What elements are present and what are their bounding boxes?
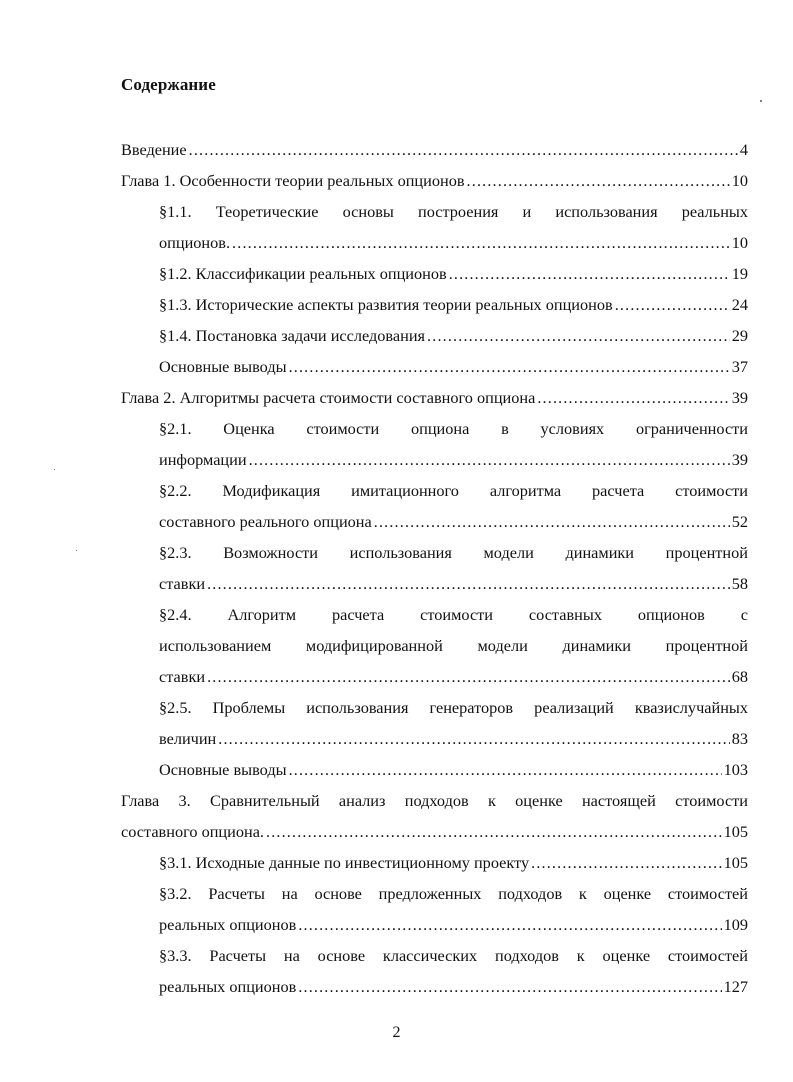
toc-entry-text: Введение bbox=[121, 140, 187, 159]
toc-entry-line1: §3.2. Расчеты на основе предложенных подходов к оценке стоимостей bbox=[159, 884, 748, 903]
leader-dots bbox=[374, 507, 730, 538]
leader-dots bbox=[427, 321, 730, 352]
leader-dots bbox=[449, 259, 730, 290]
page-number: 2 bbox=[392, 1024, 401, 1041]
leader-dots bbox=[615, 290, 730, 321]
toc-entry-text: величин bbox=[159, 729, 217, 748]
toc-entry-page: 29 bbox=[731, 326, 748, 345]
toc-entry-page: 37 bbox=[731, 357, 748, 376]
toc-entry bbox=[159, 227, 748, 258]
toc-entry bbox=[159, 320, 748, 351]
toc-entry-page: 19 bbox=[731, 264, 748, 283]
toc-entry-page: 109 bbox=[723, 915, 748, 934]
leader-dots bbox=[289, 755, 722, 786]
toc-entry bbox=[121, 134, 748, 165]
leader-dots bbox=[266, 817, 722, 848]
leader-dots bbox=[298, 910, 721, 941]
scan-speck bbox=[76, 550, 77, 551]
toc-entry-page: 39 bbox=[731, 450, 748, 469]
toc-entry-line1: §3.3. Расчеты на основе классических подходов к оценке стоимостей bbox=[159, 946, 748, 965]
toc-entry-page: 127 bbox=[723, 977, 748, 996]
leader-dots bbox=[531, 848, 721, 879]
scan-speck bbox=[54, 469, 55, 470]
toc-entry-page: 103 bbox=[723, 760, 748, 779]
toc-entry-text: реальных опционов bbox=[159, 977, 297, 996]
toc-entry bbox=[121, 816, 748, 847]
toc-entry-text: §1.4. Постановка задачи исследования bbox=[159, 326, 426, 345]
toc-entry-text: опционов. bbox=[159, 233, 231, 252]
toc-entry bbox=[159, 723, 748, 754]
toc-entry-line1: Глава 3. Сравнительный анализ подходов к оценке настоящей стоимости bbox=[121, 791, 748, 810]
toc-entry-page: 24 bbox=[731, 295, 748, 314]
leader-dots bbox=[467, 166, 730, 197]
leader-dots bbox=[218, 724, 729, 755]
toc-entry bbox=[159, 909, 748, 940]
leader-dots bbox=[249, 445, 730, 476]
toc-entry-text: составного опциона. bbox=[121, 822, 264, 841]
toc-entry-text: Глава 1. Особенности теории реальных опционов bbox=[121, 171, 465, 190]
leader-dots bbox=[207, 569, 730, 600]
toc-entry-line1: §1.1. Теоретические основы построения и использования реальных bbox=[159, 202, 748, 221]
toc-entry bbox=[159, 258, 748, 289]
toc-entry-text: §3.1. Исходные данные по инвестиционному проекту bbox=[159, 853, 530, 872]
leader-dots bbox=[537, 383, 729, 414]
leader-dots bbox=[289, 352, 730, 383]
toc-entry-text: Глава 2. Алгоритмы расчета стоимости составного опциона bbox=[121, 388, 536, 407]
leader-dots bbox=[207, 662, 730, 693]
leader-dots bbox=[189, 135, 738, 166]
toc-entry bbox=[159, 568, 748, 599]
toc-entry-text: §1.3. Исторические аспекты развития теории реальных опционов bbox=[159, 295, 613, 314]
toc-entry-page: 105 bbox=[723, 853, 748, 872]
leader-dots bbox=[232, 228, 730, 259]
toc-entry bbox=[159, 351, 748, 382]
toc-entry bbox=[121, 165, 748, 196]
page-title: Содержание bbox=[121, 75, 216, 94]
toc-entry-page: 10 bbox=[731, 171, 748, 190]
toc-entry-text: Основные выводы bbox=[159, 760, 287, 779]
toc-entry-line1: §2.4. Алгоритм расчета стоимости составных опционов с bbox=[159, 605, 748, 624]
toc-entry bbox=[159, 754, 748, 785]
toc-entry-page: 10 bbox=[731, 233, 748, 252]
toc-entry-page: 68 bbox=[731, 667, 748, 686]
toc-entry-page: 39 bbox=[731, 388, 748, 407]
toc-entry-text: реальных опционов bbox=[159, 915, 297, 934]
toc-entry bbox=[159, 444, 748, 475]
toc-entry-text: ставки bbox=[159, 574, 206, 593]
toc-entry bbox=[159, 847, 748, 878]
toc-entry-text: §1.2. Классификации реальных опционов bbox=[159, 264, 447, 283]
toc-entry-page: 58 bbox=[731, 574, 748, 593]
toc-entry-line1: §2.1. Оценка стоимости опциона в условиях ограниченности bbox=[159, 419, 748, 438]
toc-entry-text: информации bbox=[159, 450, 247, 469]
toc-entry-page: 52 bbox=[731, 512, 748, 531]
toc-entry bbox=[159, 289, 748, 320]
toc-entry-line1: §2.2. Модификация имитационного алгоритма расчета стоимости bbox=[159, 481, 748, 500]
toc-entry-line2: использованием модифицированной модели динамики процентной bbox=[159, 636, 748, 655]
toc-entry bbox=[159, 971, 748, 1002]
scan-speck bbox=[760, 100, 762, 102]
table-of-contents bbox=[121, 134, 748, 1002]
toc-entry-page: 105 bbox=[723, 822, 748, 841]
toc-entry bbox=[121, 382, 748, 413]
toc-entry bbox=[159, 661, 748, 692]
toc-entry bbox=[159, 506, 748, 537]
toc-entry-page: 83 bbox=[731, 729, 748, 748]
toc-entry-page: 4 bbox=[739, 140, 748, 159]
toc-entry-text: ставки bbox=[159, 667, 206, 686]
toc-entry-line1: §2.3. Возможности использования модели динамики процентной bbox=[159, 543, 748, 562]
toc-entry-text: Основные выводы bbox=[159, 357, 287, 376]
toc-entry-line1: §2.5. Проблемы использования генераторов реализаций квазислучайных bbox=[159, 698, 748, 717]
toc-entry-text: составного реального опциона bbox=[159, 512, 372, 531]
leader-dots bbox=[298, 972, 721, 1003]
